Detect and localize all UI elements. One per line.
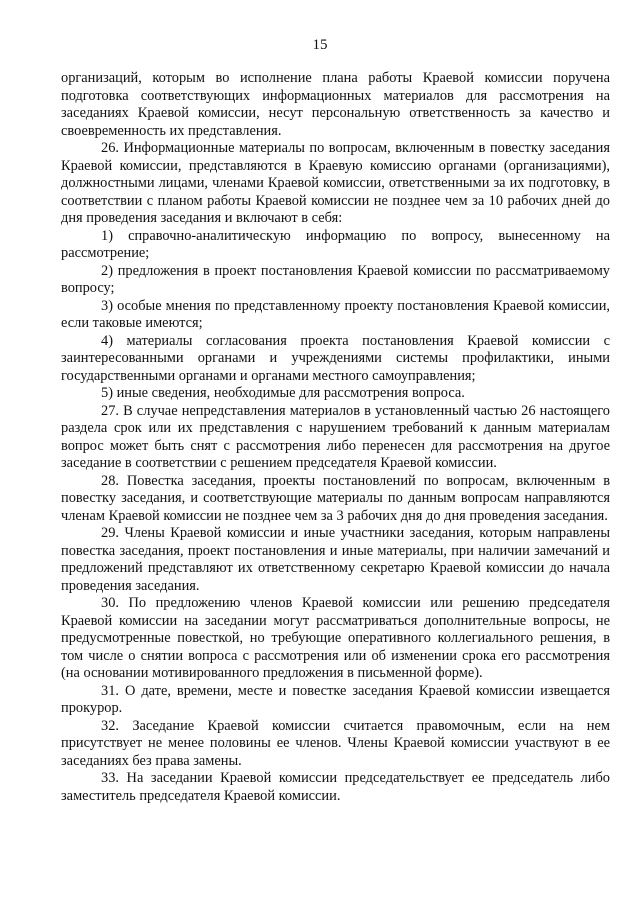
paragraph-30: 30. По предложению членов Краевой комиссии или решению председателя Краевой комиссии на заседании могут рассматриваться дополнительные вопросы, не предусмотренные повесткой, но требующие оперативного коллегиального решения, в том числе о снятии вопроса с рассмотрения или об изменении срока его рассмотрения (на основании мотивированного предложения в письменной форме). — [61, 595, 610, 681]
paragraph-29: 29. Члены Краевой комиссии и иные участники заседания, которым направлены повестка заседания, проект постановления и иные материалы, при наличии замечаний и предложений представляют их ответственному секретарю Краевой комиссии до начала проведения заседания. — [61, 525, 610, 594]
list-item-5: 5) иные сведения, необходимые для рассмотрения вопроса. — [101, 385, 465, 401]
list-item-3: 3) особые мнения по представленному проекту постановления Краевой комиссии, если таковые имеются; — [61, 297, 610, 331]
paragraph-32: 32. Заседание Краевой комиссии считается правомочным, если на нем присутствует не менее половины ее членов. Члены Краевой комиссии участвуют в ее заседаниях без права замены. — [61, 717, 610, 769]
paragraph-33: 33. На заседании Краевой комиссии председательствует ее председатель либо заместитель председателя Краевой комиссии. — [61, 770, 610, 804]
paragraph-26: 26. Информационные материалы по вопросам, включенным в повестку заседания Краевой комиссии, представляются в Краевую комиссию органами (организациями), должностными лицами, членами Краевой комиссии, ответственными за их подготовку, в соответствии с планом работы Краевой комиссии не позднее чем за 10 рабочих дней до дня проведения заседания и включают в себя: — [61, 140, 610, 226]
document-body — [61, 70, 610, 805]
paragraph-continuation: организаций, которым во исполнение плана работы Краевой комиссии поручена подготовка соответствующих информационных материалов для рассмотрения на заседаниях Краевой комиссии, несут персональную ответственность за качество и своевременность их представления. — [61, 70, 610, 139]
paragraph-28: 28. Повестка заседания, проекты постановлений по вопросам, включенным в повестку заседания, и соответствующие материалы по данным вопросам направляются членам Краевой комиссии не позднее чем за 3 рабочих дня до дня проведения заседания. — [61, 472, 610, 524]
list-item-2: 2) предложения в проект постановления Краевой комиссии по рассматриваемому вопросу; — [61, 262, 610, 296]
page-number: 15 — [312, 37, 328, 53]
paragraph-27: 27. В случае непредставления материалов в установленный частью 26 настоящего раздела срок или их представления с нарушением требований к данным материалам вопрос может быть снят с рассмотрения либо перенесен для рассмотрения на другое заседание в соответствии с решением председателя Краевой комиссии. — [61, 402, 610, 471]
paragraph-31: 31. О дате, времени, месте и повестке заседания Краевой комиссии извещается прокурор. — [61, 682, 610, 716]
list-item-1: 1) справочно-аналитическую информацию по вопросу, вынесенному на рассмотрение; — [61, 227, 610, 261]
list-item-4: 4) материалы согласования проекта постановления Краевой комиссии с заинтересованными органами и учреждениями системы профилактики, иными государственными органами и органами местного самоуправления; — [61, 332, 610, 384]
